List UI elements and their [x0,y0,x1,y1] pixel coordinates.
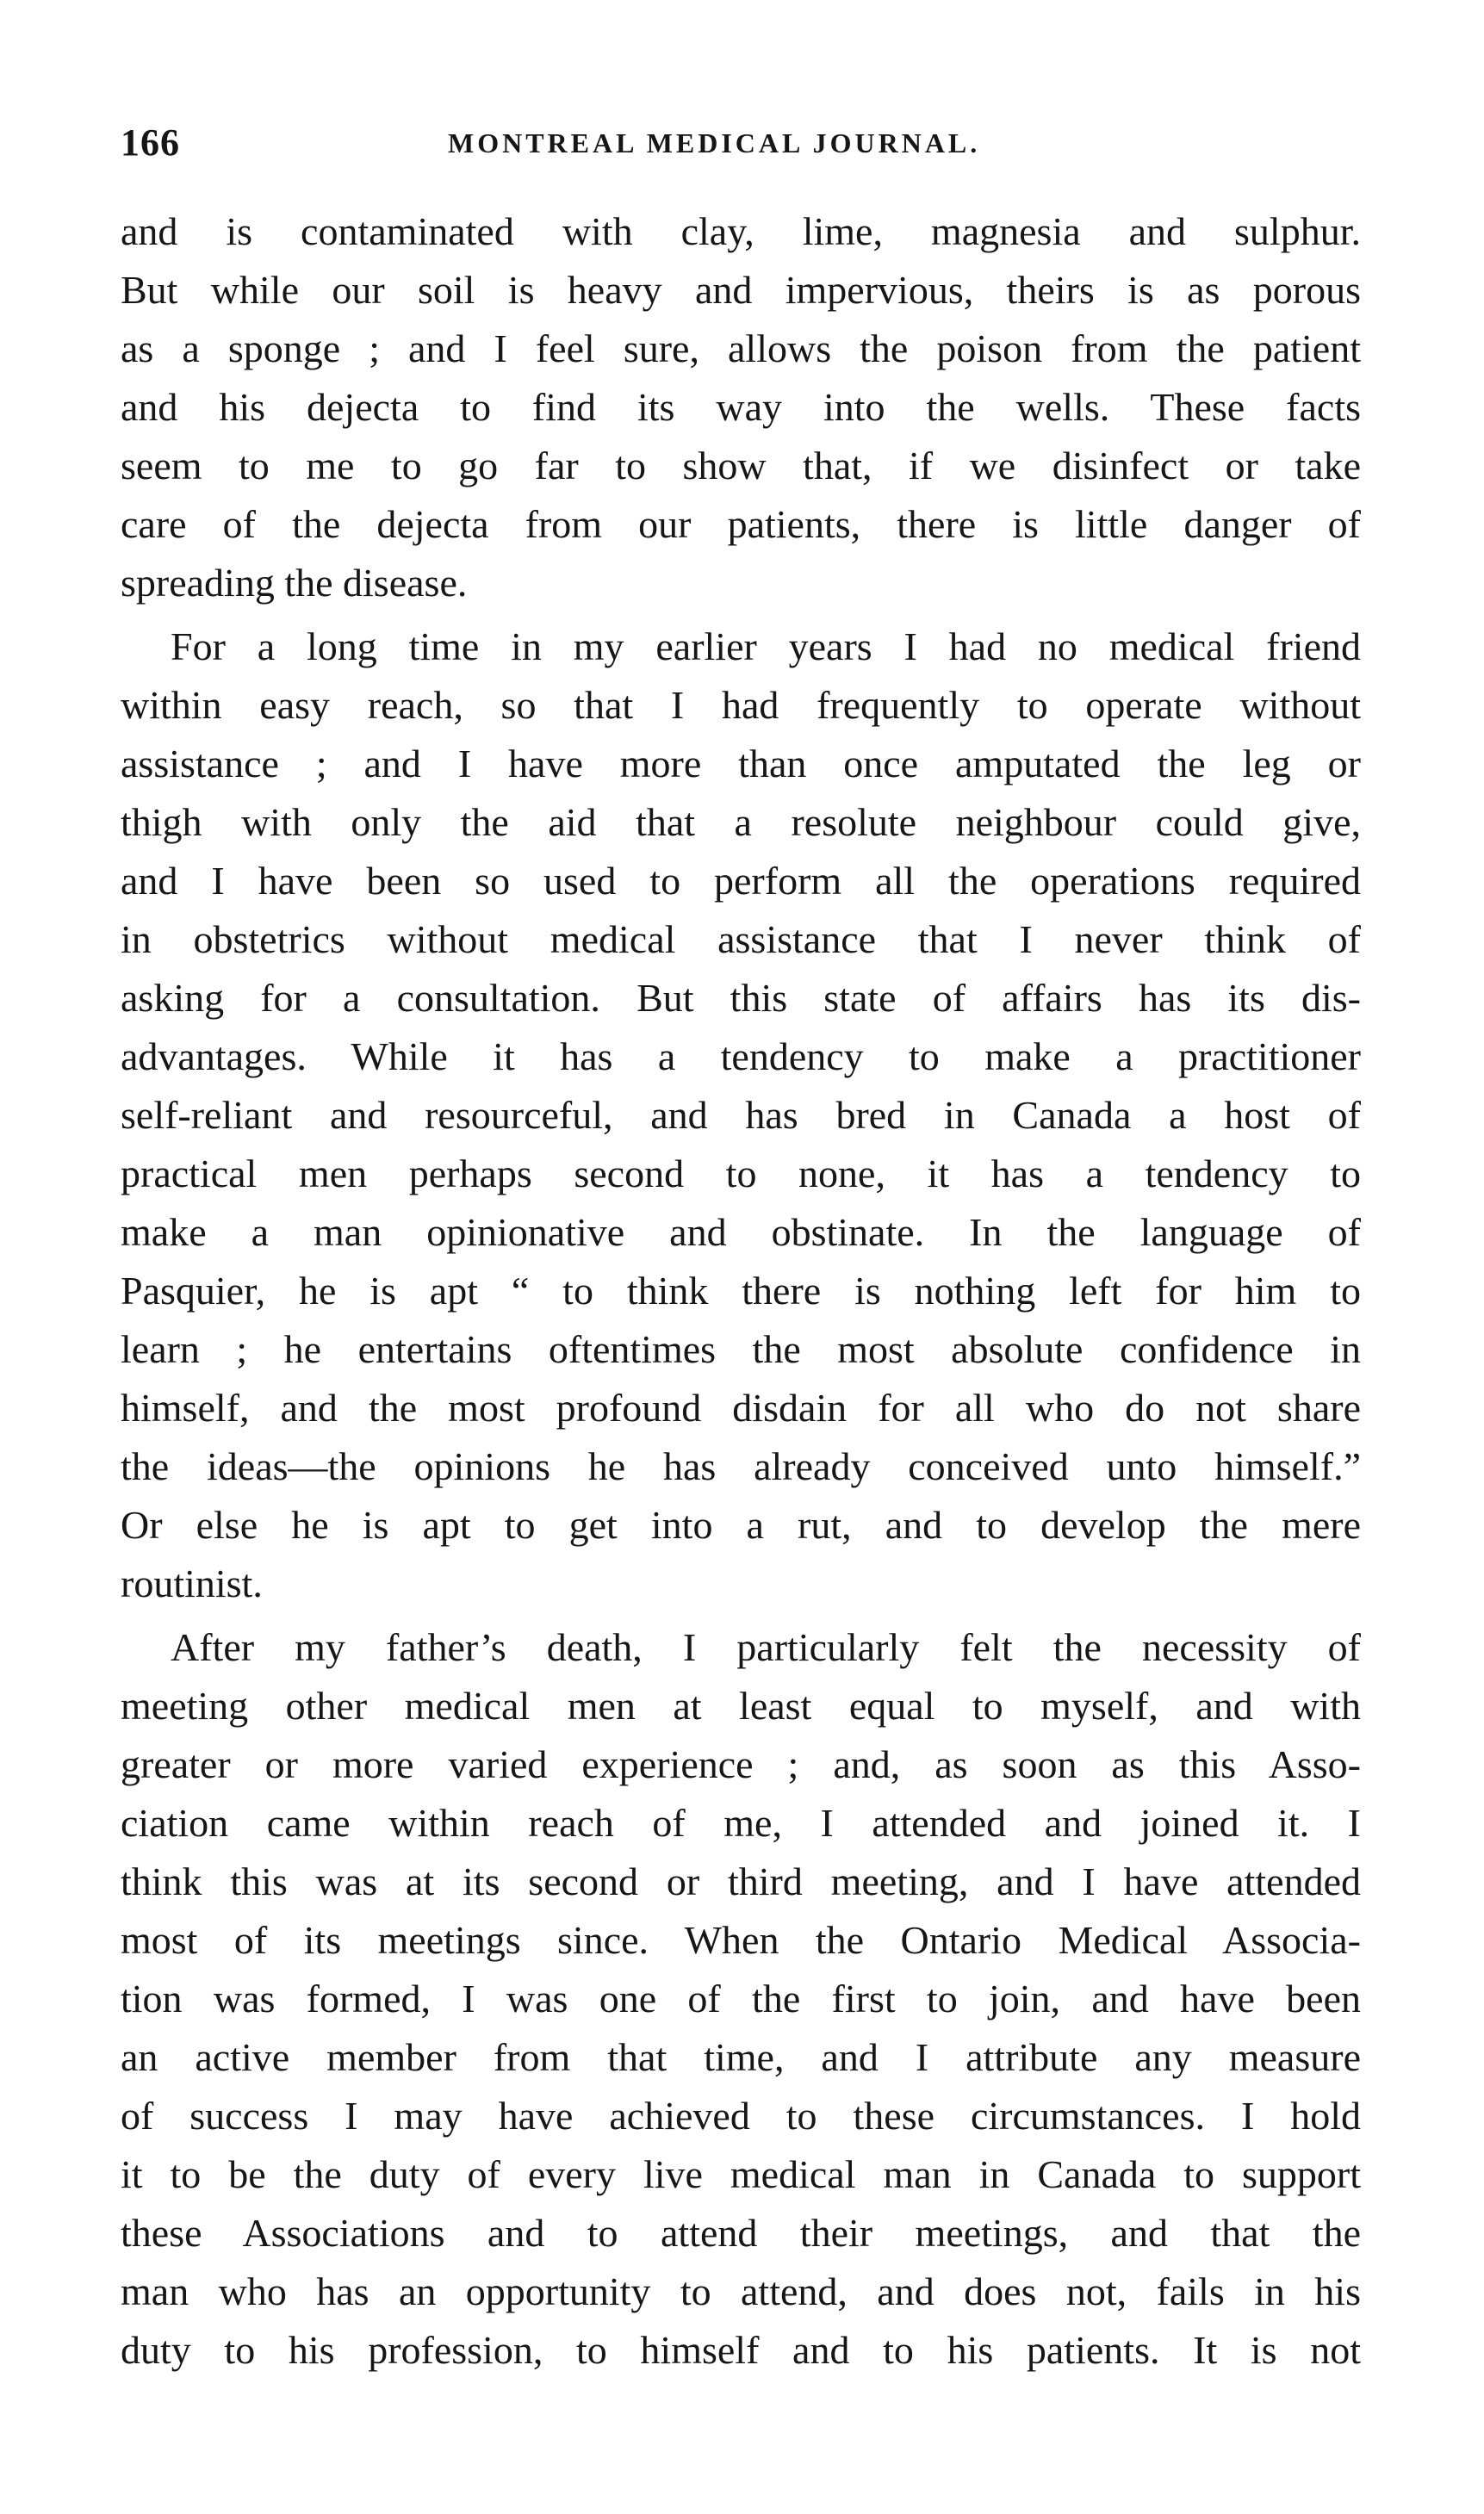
text-line: tion was formed, I was one of the first to join, and have been [121,1977,1361,2021]
text-line: practical men perhaps second to none, it has a tendency to [121,1151,1361,1195]
text-line: advantages. While it has a tendency to make a practitioner [121,1034,1361,1078]
text-line: seem to me to go far to show that, if we disinfect or take [121,444,1361,487]
text-line: an active member from that time, and I attribute any measure [121,2035,1361,2079]
paragraph [121,202,1361,612]
text-line: as a sponge ; and I feel sure, allows the poison from the patient [121,326,1361,370]
article-body [121,202,1361,2385]
text-line: duty to his profession, to himself and to his patients. It is not [121,2328,1361,2372]
text-line: meeting other medical men at least equal to myself, and with [121,1684,1361,1728]
text-line: himself, and the most profound disdain for all who do not share [121,1386,1361,1430]
text-line: learn ; he entertains oftentimes the most absolute confidence in [121,1327,1361,1371]
text-line: of success I may have achieved to these circumstances. I hold [121,2094,1361,2138]
text-line: thigh with only the aid that a resolute neighbour could give, [121,800,1361,844]
text-line: After my father’s death, I particularly felt the necessity of [171,1625,1361,1669]
text-line: self-reliant and resourceful, and has bred in Canada a host of [121,1093,1361,1137]
text-line: and his dejecta to find its way into the wells. These facts [121,385,1361,429]
page-number: 166 [121,121,180,164]
text-line: think this was at its second or third meeting, and I have attended [121,1859,1361,1903]
text-line: the ideas—the opinions he has already conceived unto himself.” [121,1444,1361,1488]
paragraph [121,618,1361,1613]
text-line: Pasquier, he is apt “ to think there is nothing left for him to [121,1269,1361,1313]
text-line: asking for a consultation. But this state of affairs has its dis- [121,976,1361,1020]
text-line: in obstetrics without medical assistance that I never think of [121,917,1361,961]
text-line: spreading the disease. [121,561,468,605]
text-line: greater or more varied experience ; and, as soon as this Asso- [121,1742,1361,1786]
text-line: within easy reach, so that I had frequently to operate without [121,683,1361,727]
text-line: these Associations and to attend their meetings, and that the [121,2211,1361,2255]
text-line: routinist. [121,1561,263,1605]
journal-title: MONTREAL MEDICAL JOURNAL. [448,127,981,158]
text-line: Or else he is apt to get into a rut, and to develop the mere [121,1503,1361,1547]
text-line: and I have been so used to perform all the operations required [121,859,1361,903]
text-line: man who has an opportunity to attend, and does not, fails in his [121,2269,1361,2313]
paragraph [121,1618,1361,2380]
running-head [121,121,1378,172]
text-line: most of its meetings since. When the Ontario Medical Associa- [121,1918,1361,1962]
text-line: assistance ; and I have more than once amputated the leg or [121,742,1361,785]
text-line: ciation came within reach of me, I attended and joined it. I [121,1801,1361,1845]
text-line: make a man opinionative and obstinate. In the language of [121,1210,1361,1254]
text-line: it to be the duty of every live medical man in Canada to support [121,2152,1361,2196]
text-line: and is contaminated with clay, lime, magnesia and sulphur. [121,209,1361,253]
text-line: care of the dejecta from our patients, there is little danger of [121,502,1361,546]
text-line: But while our soil is heavy and impervious, theirs is as porous [121,268,1361,312]
text-line: For a long time in my earlier years I had no medical friend [171,624,1361,668]
